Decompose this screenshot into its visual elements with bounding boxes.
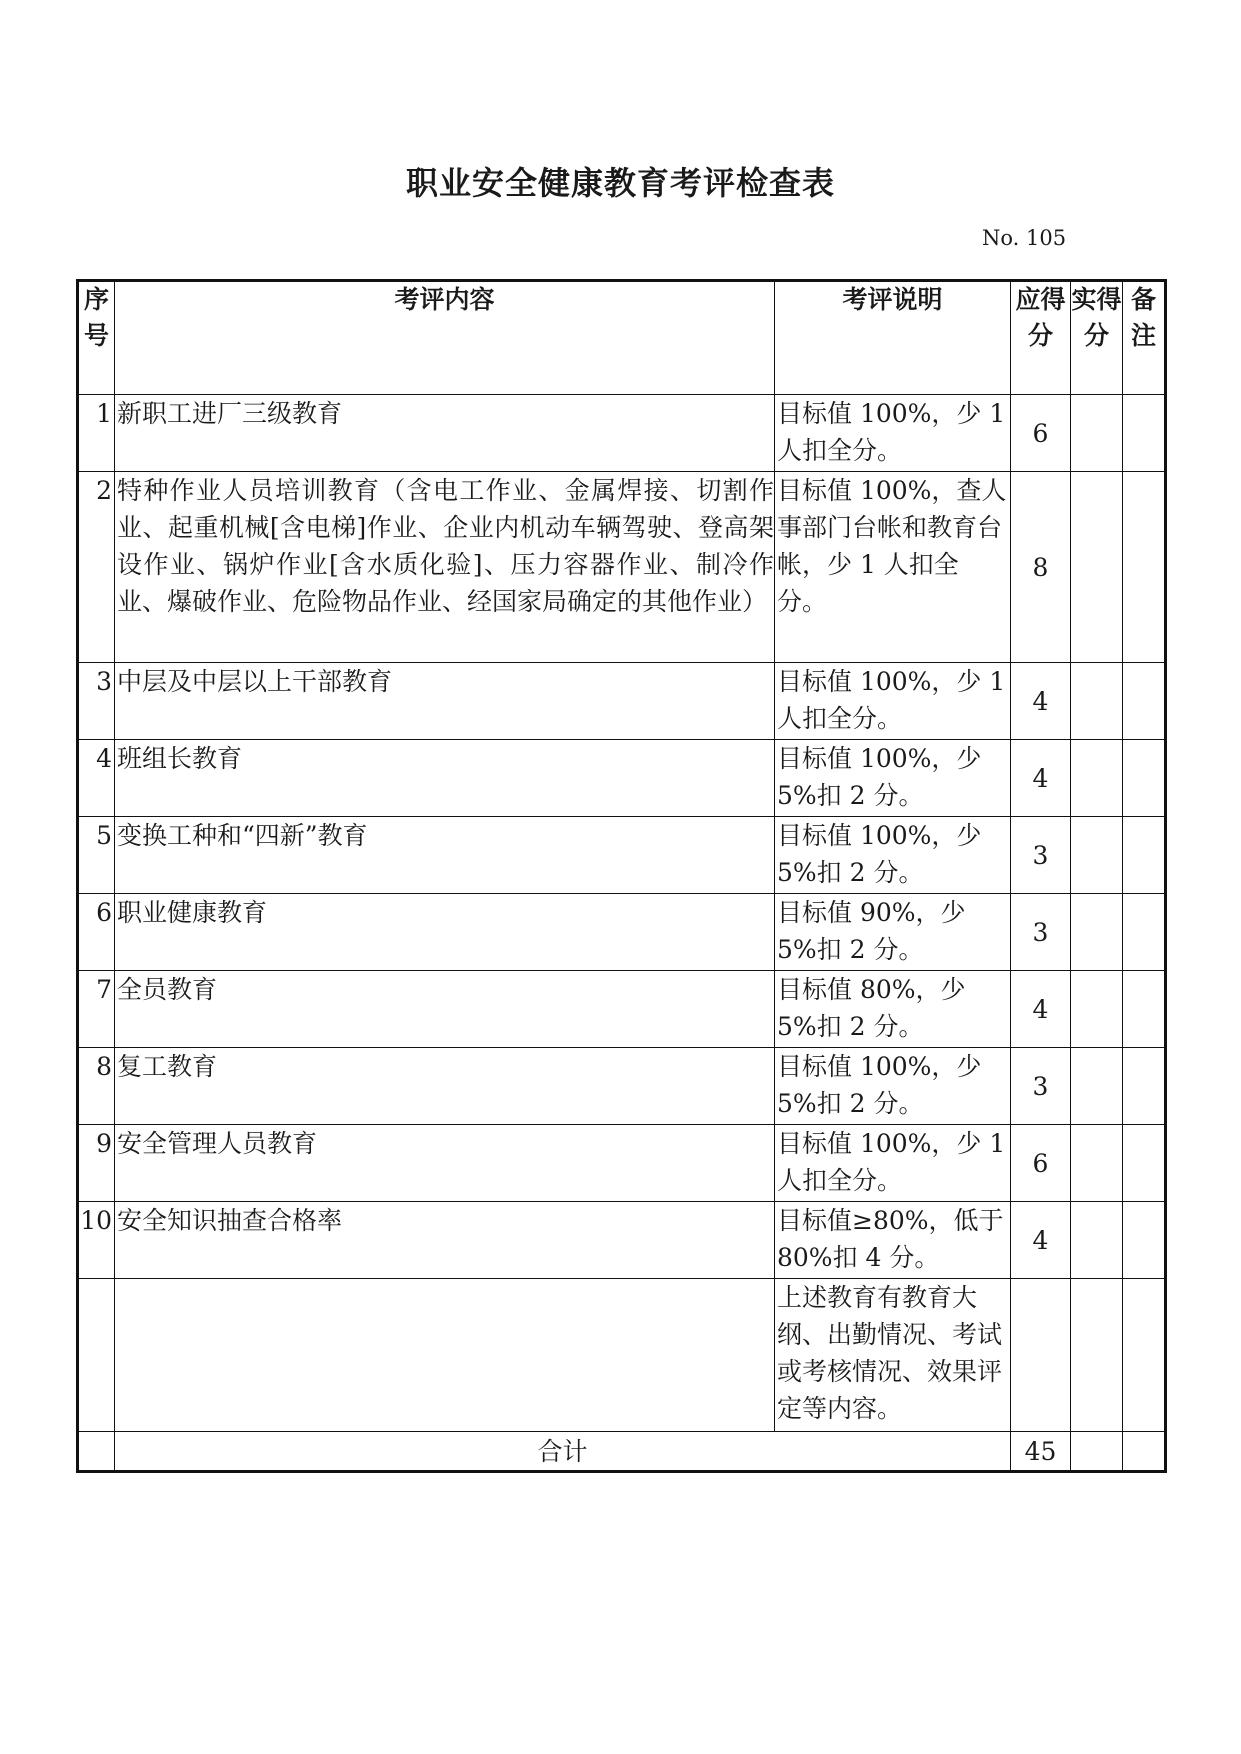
row-expected-score <box>1011 1279 1071 1432</box>
header-seq: 序号 <box>78 281 115 395</box>
table-row <box>78 1202 1166 1279</box>
row-remark[interactable] <box>1123 1279 1166 1432</box>
row-actual-score[interactable] <box>1071 472 1123 663</box>
row-remark[interactable] <box>1123 663 1166 740</box>
table-row <box>78 740 1166 817</box>
row-expected-score: 4 <box>1011 663 1071 740</box>
row-desc: 目标值 100%，少 1 人扣全分。 <box>775 663 1011 740</box>
row-expected-score: 4 <box>1011 740 1071 817</box>
row-actual-score[interactable] <box>1071 817 1123 894</box>
row-content: 安全知识抽查合格率 <box>115 1202 775 1279</box>
row-desc: 目标值 100%，少 5%扣 2 分。 <box>775 740 1011 817</box>
evaluation-table <box>76 279 1167 1473</box>
table-row <box>78 971 1166 1048</box>
row-expected-score: 4 <box>1011 1202 1071 1279</box>
row-remark[interactable] <box>1123 894 1166 971</box>
row-desc: 目标值≥80%，低于 80%扣 4 分。 <box>775 1202 1011 1279</box>
row-expected-score: 8 <box>1011 472 1071 663</box>
row-remark[interactable] <box>1123 1048 1166 1125</box>
page-title: 职业安全健康教育考评检查表 <box>405 164 835 202</box>
row-expected-score: 6 <box>1011 1125 1071 1202</box>
row-seq: 7 <box>78 971 115 1048</box>
row-seq: 9 <box>78 1125 115 1202</box>
row-remark[interactable] <box>1123 472 1166 663</box>
total-row <box>78 1432 1166 1472</box>
row-expected-score: 6 <box>1011 395 1071 472</box>
row-seq: 10 <box>78 1202 115 1279</box>
row-actual-score[interactable] <box>1071 1279 1123 1432</box>
row-content: 复工教育 <box>115 1048 775 1125</box>
row-desc: 目标值 90%，少 5%扣 2 分。 <box>775 894 1011 971</box>
table-row <box>78 472 1166 663</box>
row-seq: 1 <box>78 395 115 472</box>
row-desc: 目标值 100%，少 1 人扣全分。 <box>775 395 1011 472</box>
row-expected-score: 3 <box>1011 817 1071 894</box>
header-expected-score: 应得分 <box>1011 281 1071 395</box>
row-seq: 8 <box>78 1048 115 1125</box>
table-header-row <box>78 281 1166 395</box>
row-content: 新职工进厂三级教育 <box>115 395 775 472</box>
row-desc: 目标值 100%，查人事部门台帐和教育台帐，少 1 人扣全分。 <box>775 472 1011 663</box>
row-seq: 6 <box>78 894 115 971</box>
row-content: 变换工种和“四新”教育 <box>115 817 775 894</box>
row-seq: 5 <box>78 817 115 894</box>
total-remark[interactable] <box>1123 1432 1166 1472</box>
row-seq: 3 <box>78 663 115 740</box>
row-actual-score[interactable] <box>1071 971 1123 1048</box>
document-number: No. 105 <box>982 226 1067 250</box>
table-row <box>78 1279 1166 1432</box>
row-actual-score[interactable] <box>1071 894 1123 971</box>
row-content: 全员教育 <box>115 971 775 1048</box>
row-actual-score[interactable] <box>1071 663 1123 740</box>
row-actual-score[interactable] <box>1071 1048 1123 1125</box>
row-actual-score[interactable] <box>1071 1125 1123 1202</box>
row-remark[interactable] <box>1123 395 1166 472</box>
row-actual-score[interactable] <box>1071 1202 1123 1279</box>
row-seq <box>78 1279 115 1432</box>
total-expected-score: 45 <box>1011 1432 1071 1472</box>
row-seq: 4 <box>78 740 115 817</box>
row-content: 职业健康教育 <box>115 894 775 971</box>
header-content: 考评内容 <box>115 281 775 395</box>
row-remark[interactable] <box>1123 1202 1166 1279</box>
header-actual-score: 实得分 <box>1071 281 1123 395</box>
row-desc: 目标值 80%，少 5%扣 2 分。 <box>775 971 1011 1048</box>
row-remark[interactable] <box>1123 1125 1166 1202</box>
table-row <box>78 894 1166 971</box>
header-remark: 备注 <box>1123 281 1166 395</box>
row-content: 特种作业人员培训教育（含电工作业、金属焊接、切割作业、起重机械[含电梯]作业、企业内机动车辆驾驶、登高架设作业、锅炉作业[含水质化验]、压力容器作业、制冷作业、爆破作业、危险物品作业、经国家局确定的其他作业） <box>115 472 775 663</box>
header-desc: 考评说明 <box>775 281 1011 395</box>
total-seq-cell <box>78 1432 115 1472</box>
row-content: 中层及中层以上干部教育 <box>115 663 775 740</box>
row-expected-score: 3 <box>1011 894 1071 971</box>
table-row <box>78 663 1166 740</box>
row-actual-score[interactable] <box>1071 395 1123 472</box>
table-row <box>78 817 1166 894</box>
row-content <box>115 1279 775 1432</box>
row-expected-score: 4 <box>1011 971 1071 1048</box>
total-label: 合计 <box>115 1432 1011 1472</box>
row-actual-score[interactable] <box>1071 740 1123 817</box>
row-desc: 上述教育有教育大纲、出勤情况、考试或考核情况、效果评定等内容。 <box>775 1279 1011 1432</box>
total-actual-score[interactable] <box>1071 1432 1123 1472</box>
row-remark[interactable] <box>1123 740 1166 817</box>
row-desc: 目标值 100%，少 5%扣 2 分。 <box>775 1048 1011 1125</box>
table-row <box>78 1048 1166 1125</box>
row-remark[interactable] <box>1123 971 1166 1048</box>
row-seq: 2 <box>78 472 115 663</box>
row-remark[interactable] <box>1123 817 1166 894</box>
row-content: 班组长教育 <box>115 740 775 817</box>
row-expected-score: 3 <box>1011 1048 1071 1125</box>
table-row <box>78 1125 1166 1202</box>
row-desc: 目标值 100%，少 1 人扣全分。 <box>775 1125 1011 1202</box>
row-content: 安全管理人员教育 <box>115 1125 775 1202</box>
row-desc: 目标值 100%，少 5%扣 2 分。 <box>775 817 1011 894</box>
table-row <box>78 395 1166 472</box>
